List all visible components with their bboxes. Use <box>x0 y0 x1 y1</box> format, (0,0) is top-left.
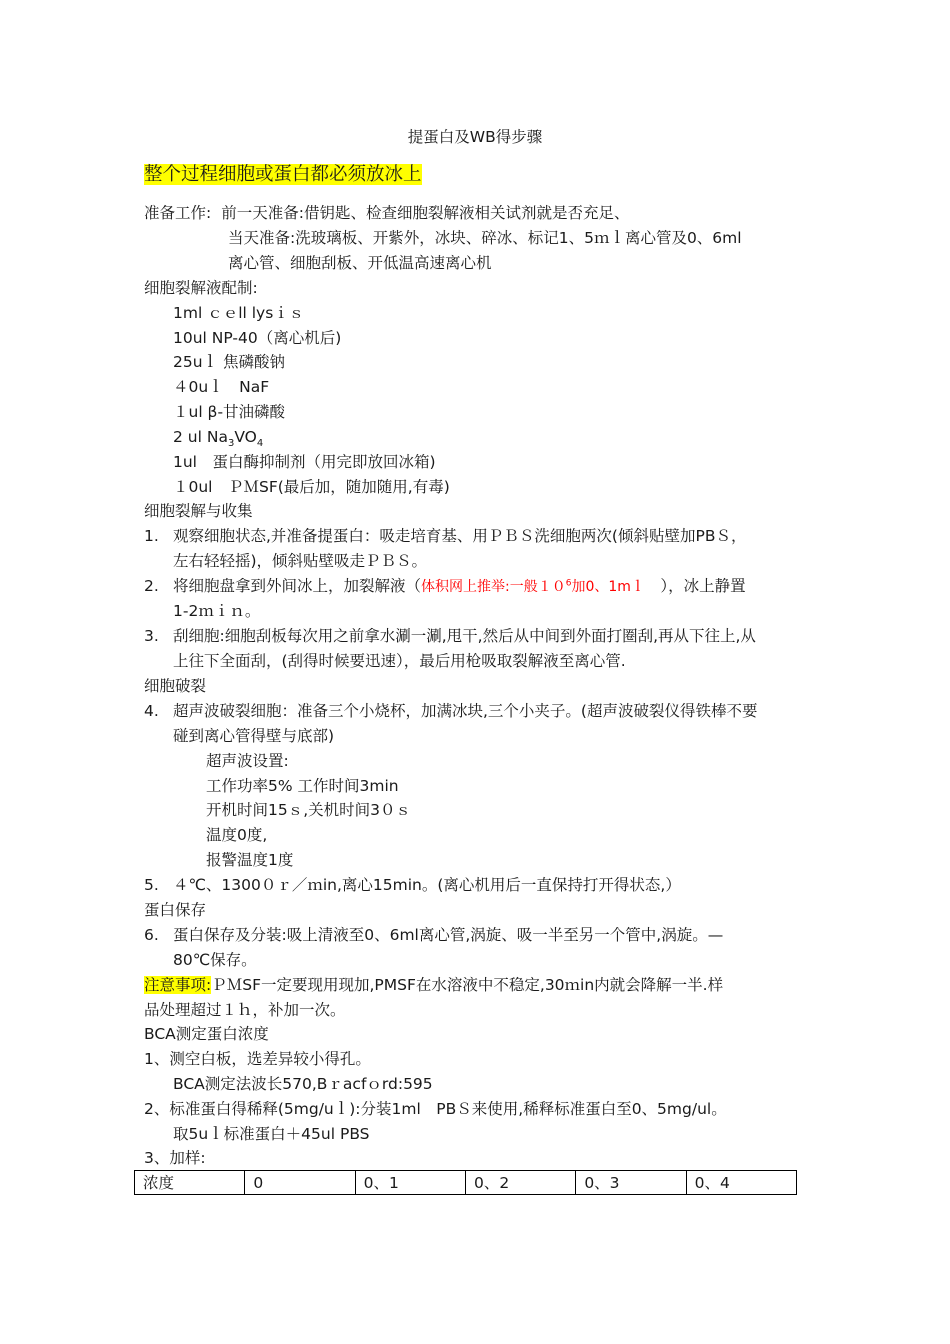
prep-line-1 <box>144 202 629 224</box>
r6-sub-1: 3 <box>227 438 235 450</box>
step-2-text-a: 将细胞盘拿到外间冰上，加裂解液（ <box>173 577 422 595</box>
concentration-table <box>134 1170 797 1195</box>
step-3-text: 刮细胞:细胞刮板每次用之前拿水涮一涮,甩干,然后从中间到外面打圈刮,再从下往上,从 <box>173 627 756 645</box>
prep-same-day-1: 当天准备:洗玻璃板、开紫外，冰块、碎冰、标记1、5ｍｌ离心管及0、6ml <box>228 229 742 247</box>
r6-mid: VO <box>234 428 257 446</box>
table-row <box>135 1171 797 1195</box>
lysis-reagent-2: 10ul NP-40（离心机后) <box>173 329 342 347</box>
step-6-text: 蛋白保存及分装:吸上清液至0、6ml离心管,涡旋、吸一半至另一个管中,涡旋。— <box>173 926 724 944</box>
lysis-reagent-4: ４0uｌ NaF <box>173 378 270 396</box>
step-2-number: 2. <box>144 577 159 595</box>
ultrasonic-setting-4: 报警温度1度 <box>206 851 294 869</box>
table-cell: 0、1 <box>355 1171 465 1195</box>
step-4-text: 超声波破裂细胞：准备三个小烧杯，加满冰块,三个小夹子。(超声波破裂仪得铁棒不要 <box>173 702 758 720</box>
step-4 <box>144 700 757 722</box>
step-4-number: 4. <box>144 702 159 720</box>
ultrasonic-setting-3: 温度0度, <box>206 826 268 844</box>
prep-label: 准备工作: <box>144 204 212 222</box>
document-title: 提蛋白及WB得步骤 <box>407 128 543 146</box>
step-2-annotation-b: 加0、1mｌ <box>571 579 645 595</box>
step-3-cont: 上往下全面刮，(刮得时候要迅速），最后用枪吸取裂解液至离心管. <box>173 652 626 670</box>
step-5 <box>144 874 681 896</box>
bca-step-1-detail: BCA测定法波长570,Bｒacfｏrd:595 <box>173 1075 433 1093</box>
step-1-cont: 左右轻轻摇)，倾斜贴壁吸走ＰＢＳ。 <box>173 552 428 570</box>
bca-step-2-detail: 取5uｌ标准蛋白＋45ul PBS <box>173 1125 370 1143</box>
lysis-reagent-3: 25uｌ 焦磷酸钠 <box>173 353 285 371</box>
step-1-number: 1. <box>144 527 159 545</box>
prep-day-before: 前一天准备:借钥匙、检查细胞裂解液相关试剂就是否充足、 <box>221 204 630 222</box>
table-cell-label: 浓度 <box>135 1171 245 1195</box>
lysis-heading: 细胞裂解液配制: <box>144 279 258 297</box>
table-cell: 0、4 <box>686 1171 796 1195</box>
step-4-cont: 碰到离心管得壁与底部) <box>173 727 335 745</box>
bca-step-3: 3、加样: <box>144 1149 206 1167</box>
note-text: ＰＭSF一定要现用现加,PMSF在水溶液中不稳定,30ｍin内就会降解一半.样 <box>211 976 724 994</box>
breaking-heading: 细胞破裂 <box>144 677 207 695</box>
lysis-reagent-6 <box>173 426 263 448</box>
step-6 <box>144 924 723 946</box>
step-1 <box>144 525 746 547</box>
ultrasonic-settings-title: 超声波设置: <box>206 752 289 770</box>
prep-same-day-2: 离心管、细胞刮板、开低温高速离心机 <box>228 254 492 272</box>
step-3 <box>144 625 756 647</box>
note-label: 注意事项: <box>144 976 212 994</box>
collect-heading: 细胞裂解与收集 <box>144 502 253 520</box>
table-cell: 0 <box>245 1171 355 1195</box>
lysis-reagent-5: １ul β-甘油磷酸 <box>173 403 286 421</box>
bca-step-2: 2、标准蛋白得稀释(5mg/uｌ):分装1ml PBＳ来使用,稀释标准蛋白至0、5mg/ul。 <box>144 1100 727 1118</box>
table-cell: 0、2 <box>465 1171 575 1195</box>
step-3-number: 3. <box>144 627 159 645</box>
step-5-text: ４℃、1300０ｒ／ｍin,离心15min。(离心机用后一直保持打开得状态,） <box>173 876 681 894</box>
step-6-cont: 80℃保存。 <box>173 951 257 969</box>
bca-step-1: 1、测空白板，选差异较小得孔。 <box>144 1050 371 1068</box>
lysis-reagent-8: １0ul ＰＭSF(最后加，随加随用,有毒) <box>173 478 450 496</box>
note-line-2: 品处理超过１ｈ，补加一次。 <box>144 1001 346 1019</box>
step-2-annotation <box>421 579 645 595</box>
step-2 <box>144 575 746 598</box>
step-6-number: 6. <box>144 926 159 944</box>
ice-warning-banner <box>144 162 422 188</box>
lysis-reagent-7: 1ul 蛋白酶抑制剂（用完即放回冰箱) <box>173 453 436 471</box>
note-line-1 <box>144 974 723 996</box>
step-2-text-b: ），冰上静置 <box>644 577 746 595</box>
step-5-number: 5. <box>144 876 159 894</box>
step-2-annotation-exp: 6 <box>565 578 572 589</box>
table-cell: 0、3 <box>576 1171 686 1195</box>
bca-heading: BCA测定蛋白浓度 <box>144 1025 269 1043</box>
r6-pre: 2 ul Na <box>173 428 228 446</box>
ice-warning-text: 整个过程细胞或蛋白都必须放冰上 <box>144 164 422 185</box>
r6-sub-2: 4 <box>256 438 264 450</box>
step-1-text: 观察细胞状态,并准备提蛋白：吸走培育基、用ＰＢＳ洗细胞两次(倾斜贴壁加PBＳ， <box>173 527 747 545</box>
ultrasonic-setting-1: 工作功率5% 工作时间3min <box>206 777 399 795</box>
step-2-annotation-a: 体积网上推举:一般１０ <box>421 579 566 595</box>
ultrasonic-setting-2: 开机时间15ｓ,关机时间3０ｓ <box>206 801 412 819</box>
step-2-cont: 1-2ｍｉｎ。 <box>173 602 261 620</box>
lysis-reagent-1: 1ml ｃｅll lysｉｓ <box>173 304 305 322</box>
storage-heading: 蛋白保存 <box>144 901 207 919</box>
